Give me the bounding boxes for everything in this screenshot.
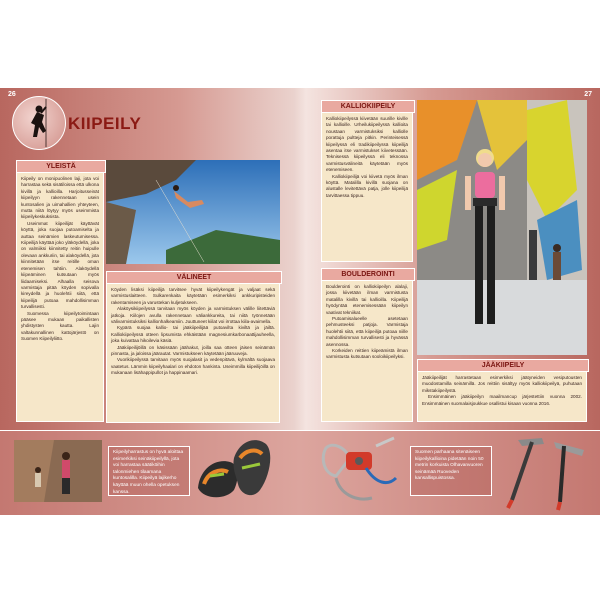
box-valineet bbox=[106, 283, 280, 423]
valineet-paragraph: Alaköysikiipeilyssä tarvitaan myös köyden ja varmistuksen välille liitettäviä jatkoja. Kiilojen avulla rakennetaan väliankkureita, tai niitä työnnetään välivarmistuksiksi kallionhalkeamiin. Juuttuneet kiilat voi irrottaa kiila-avaimella. bbox=[111, 306, 275, 325]
page-number-right: 27 bbox=[584, 91, 592, 98]
kalliokiipeily-paragraph: Kalliokiipeilyssä kiivetään suurille kiville tai kallioille. Urheilukiipeilyssä kallioita noustaan varmistuksiksi kalliolle porattuja pultteja pitkin. Perinteisessä kiipeilyssä eli tradikiipeilyssä kiipeilijä asentaa itse varmistukset kiivetessään. Teknisessä kiipeilyssä eli teknossa varmistusvälineitä käytetään myös etenemiseen. bbox=[326, 116, 408, 173]
photo-wall-climbers bbox=[14, 440, 102, 502]
caption-right: Suomen parhaana sitenäiseen kiipeilykallioina pidetään noin 50 metrin korkuista Olhavanvuoren seinämää Ruoveden kansallispuistossa. bbox=[410, 446, 492, 496]
heading-kalliokiipeily: KALLIOKIIPEILY bbox=[321, 100, 415, 113]
kalliokiipeily-paragraph: Kalliokiipeilijä voi kiivetä myös ilman köyttä. Matalilla kivillä suojana on alustalle levitettävä patja, jolle kiipeilijä tarvittaessa tippuu. bbox=[326, 173, 408, 198]
photo-climbing-wall-woman bbox=[417, 100, 587, 355]
jaakiipeily-paragraph: Ensimmäinen jääkiipeilyn maailmancup järjestettiin vuonna 2002. Ensimmäinen suomalaisjoukkue osallistui kisaan vuonna 2016. bbox=[422, 394, 582, 406]
page-title: KIIPEILY bbox=[68, 114, 142, 133]
heading-boulderointi: BOULDEROINTI bbox=[321, 268, 415, 281]
yleista-paragraph: Useimmat kiipeilijät käyttävät köyttä, joka suojaa putoamiselta ja auttaa seinämien laskeutumisessa. Kiipeilijä käyttää joko yläköydellä, joka on valmiiksi kiinnitetty reitin huipulle olevaan ankkuriin, tai alaköydellä, jota kiinnitetään itse reitille oman etenemisen tahtiin. Alaköydellä kiipeäminen kutsutaan myös liidaamiseksi. Alhaalla seisova varmistaja pitää köyden sopivalla kireydellä ja huolehtii siitä, että kiipeilijä putoaa mahdollisimman turvallisesti. bbox=[21, 220, 99, 310]
photo-ice-axes bbox=[498, 430, 592, 512]
photo-belay-gear bbox=[316, 428, 406, 512]
box-kalliokiipeily bbox=[321, 112, 413, 262]
valineet-paragraph: Kypärä suojaa kallio- tai jääkiipeilijää putoavilta kiviltä ja jäiltä. Kalliokiipeilyssä otteen lipsumista ehkäistään magnesiumkarbonaattijauheella, joka kuivattaa hikoilevia käsiä. bbox=[111, 325, 275, 344]
valineet-paragraph: Vuorikiipeilyssä tarvitaan myös suojalasit ja vedenpitävä, kylmältä suojaava vaatetus. Lämmin kiipeilyhaalari on ehdoton hankinta. Useimmilla kiipeilijöillä on mukanaan lisähappipullot ja happinaamari. bbox=[111, 357, 275, 376]
valineet-paragraph: Köyden lisäksi kiipeilijä tarvitsee hyvät kiipeilykengät ja valjaat sekä varmistuslaitteen. Sulkarenkaita käytetään esimerkiksi ankkuripisteiden rakentamiseen ja varustekan kuljetukseen. bbox=[111, 287, 275, 305]
climber-silhouette-icon bbox=[13, 97, 65, 149]
photo-climbing-shoes bbox=[190, 428, 278, 508]
boulderointi-paragraph: Boulderointi on kalliokiipeilyn alalaji, jossa kiivetään ilman varmistusta matalilla kivillä tai kallioilla. Kiipeilijä hyödyntää etenemisessään kiipeilyn vaativat tekniikat. bbox=[326, 284, 408, 315]
yleista-paragraph: Suomessa kiipeilytoimintaan pääsee mukaan paikallisten yhdistysten kautta. Lajin valtakunnallinen kattojärjestö on Suomen Kiipeilyliitto. bbox=[21, 310, 99, 342]
yleista-paragraph: Kiipeily on monipuolinen laji, jota voi harrastaa sekä sisätiloissa että ulkona kivillä ja kallioilla. Harjoitusseinät kiipeilyyn rakennetaan usein kuntosalien ja uimahallien yhteyteen, mutta niitä löytyy myös useimmista kiipeilykeskuksista. bbox=[21, 176, 99, 220]
jaakiipeily-paragraph: Jääkiipeilijät harrastetaan esimerkiksi jäätyneiden vesiputousten muodostamilla seinämillä. Jos reittiin sisältyy myös kalliokiipeilyä, puhutaan mikstakiipeilystä. bbox=[422, 375, 582, 393]
caption-left: Kiipeilyharrastus on hyvä aloittaa esimerkiksi seinäkiipeilyllä, jota voi harrastaa säätiköihin talonmiehen tilaamana kuntosalilla. Kiipeilyä lajikerho käyttää muun ohella opetuksen kanssa. bbox=[108, 446, 190, 496]
heading-valineet: VÄLINEET bbox=[106, 271, 282, 284]
boulderointi-paragraph: Korkeiden reittien kiipeämistä ilman varmistusta kutsutaan sooloikiipeilyksi. bbox=[326, 348, 408, 360]
boulderointi-paragraph: Putoamisalueelle asetetaan pehmusteeksi patjoja. Varmistaja huolehtii siitä, että kiipeilijä putoaa niille mahdollisimman turvallisesti ja hyvässä asennossa. bbox=[326, 316, 408, 347]
box-jaakiipeily bbox=[417, 371, 587, 422]
heading-jaakiipeily: JÄÄKIIPEILY bbox=[417, 359, 589, 372]
photo-climber-overhang bbox=[106, 160, 280, 264]
climber-emblem bbox=[12, 96, 66, 150]
page-number-left: 26 bbox=[8, 91, 16, 98]
box-boulderointi bbox=[321, 280, 413, 422]
box-yleista bbox=[16, 172, 104, 422]
valineet-paragraph: Jääkiipeilijöillä on käsissään jäähakut, joilla saa otteen jäisen seinämän pinnasta, ja jaloissa jäärautat. Varmistukseen käytetään jääruuveja. bbox=[111, 344, 275, 357]
heading-yleista: YLEISTÄ bbox=[16, 160, 106, 173]
